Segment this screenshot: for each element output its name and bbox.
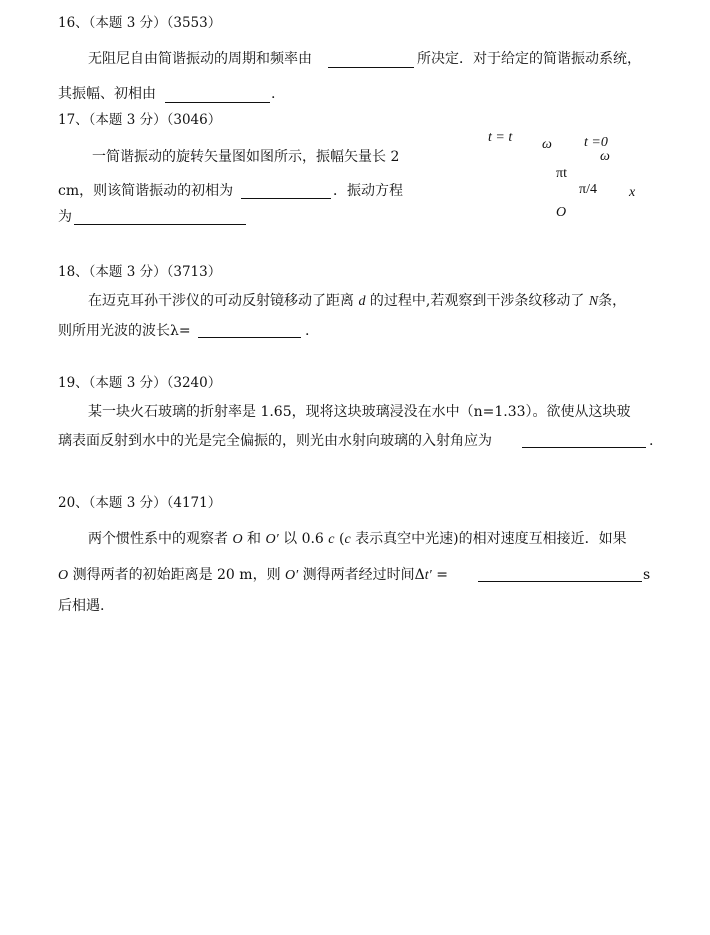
q20-header: 20、（本题 3 分）（4171）	[58, 495, 222, 511]
q18-var-N: N	[588, 294, 599, 309]
q19-header: 19、（本题 3 分）（3240）	[58, 375, 222, 391]
q20-text-eq: =	[436, 567, 448, 583]
q19-blank-angle[interactable]	[522, 447, 646, 448]
q17-text-1: 一简谐振动的旋转矢量图如图所示，振幅矢量长 2	[92, 149, 400, 165]
q20-text-2b: 测得两者经过时间Δ	[302, 567, 425, 583]
q20-var-c: c	[328, 532, 335, 547]
q20-var-O-3: O	[58, 568, 69, 583]
q16-header: 16、（本题 3 分）（3553）	[58, 15, 222, 31]
q20-var-O: O	[232, 532, 243, 547]
q20-text-s: s	[643, 567, 651, 583]
q20-text-1b: 以 0.6	[283, 531, 324, 547]
q18-var-d: d	[358, 294, 366, 309]
q19-text-2b: .	[649, 433, 654, 449]
q18-text-2b: .	[305, 323, 310, 339]
q19-text-2a: 璃表面反射到水中的光是完全偏振的，则光由水射向玻璃的入射角应为	[58, 433, 492, 449]
q18-text-2a: 则所用光波的波长λ=	[58, 323, 191, 339]
q16-text-2b: .	[271, 86, 276, 102]
fig-label-t-equals-t: t = t	[488, 130, 513, 145]
q17-text-2b: ．振动方程	[333, 183, 403, 199]
fig-label-omega-1: ω	[542, 137, 552, 152]
q20-text-3: 后相遇.	[58, 598, 105, 614]
q20-text-1c: 表示真空中光速)的相对速度互相接近．如果	[355, 531, 627, 547]
q16-text-2a: 其振幅、初相由	[58, 86, 156, 102]
fig-label-t-zero: t =0	[584, 135, 608, 150]
fig-label-pi-over-4: π/4	[579, 182, 597, 197]
q18-text-1b: 的过程中,若观察到干涉条纹移动了	[369, 293, 585, 309]
q18-line-1	[88, 292, 626, 311]
q20-text-1a: 两个惯性系中的观察者	[88, 531, 228, 547]
q16-blank-2[interactable]	[165, 102, 270, 103]
q20-text-2a: 测得两者的初始距离是 20 m，则	[72, 567, 281, 583]
q20-var-t-prime: t′	[424, 568, 432, 583]
q19-text-1: 某一块火石玻璃的折射率是 1.65，现将这块玻璃浸没在水中（n=1.33）。欲使从这块玻	[88, 404, 631, 420]
fig-label-x-axis: x	[629, 185, 636, 200]
q20-var-O-prime-2: O′	[285, 568, 299, 583]
q17-header: 17、（本题 3 分）（3046）	[58, 112, 222, 128]
q18-text-1a: 在迈克耳孙干涉仪的可动反射镜移动了距离	[88, 293, 354, 309]
q16-text-1b: 所决定．对于给定的简谐振动系统，	[417, 51, 641, 67]
q20-line-2	[58, 566, 448, 585]
q20-var-O-prime: O′	[265, 532, 279, 547]
q16-blank-1[interactable]	[328, 67, 414, 68]
q18-blank-wavelength[interactable]	[198, 337, 301, 338]
q20-paren: (	[338, 531, 345, 547]
q18-header: 18、（本题 3 分）（3713）	[58, 264, 222, 280]
q17-text-3a: 为	[58, 209, 72, 225]
q20-text-and: 和	[247, 531, 262, 547]
q17-text-2a: cm，则该简谐振动的初相为	[58, 183, 234, 199]
fig-label-origin: O	[556, 205, 567, 220]
q17-blank-2[interactable]	[74, 224, 246, 225]
q17-blank-1[interactable]	[241, 198, 331, 199]
q20-var-c-2: c	[344, 532, 351, 547]
fig-label-omega-2: ω	[600, 149, 610, 164]
q18-text-1c: 条，	[598, 293, 627, 309]
fig-label-pi-t: πt	[556, 166, 567, 181]
q16-text-1a: 无阻尼自由简谐振动的周期和频率由	[88, 51, 312, 67]
q20-line-1	[88, 530, 627, 549]
q20-blank-time[interactable]	[478, 581, 642, 582]
